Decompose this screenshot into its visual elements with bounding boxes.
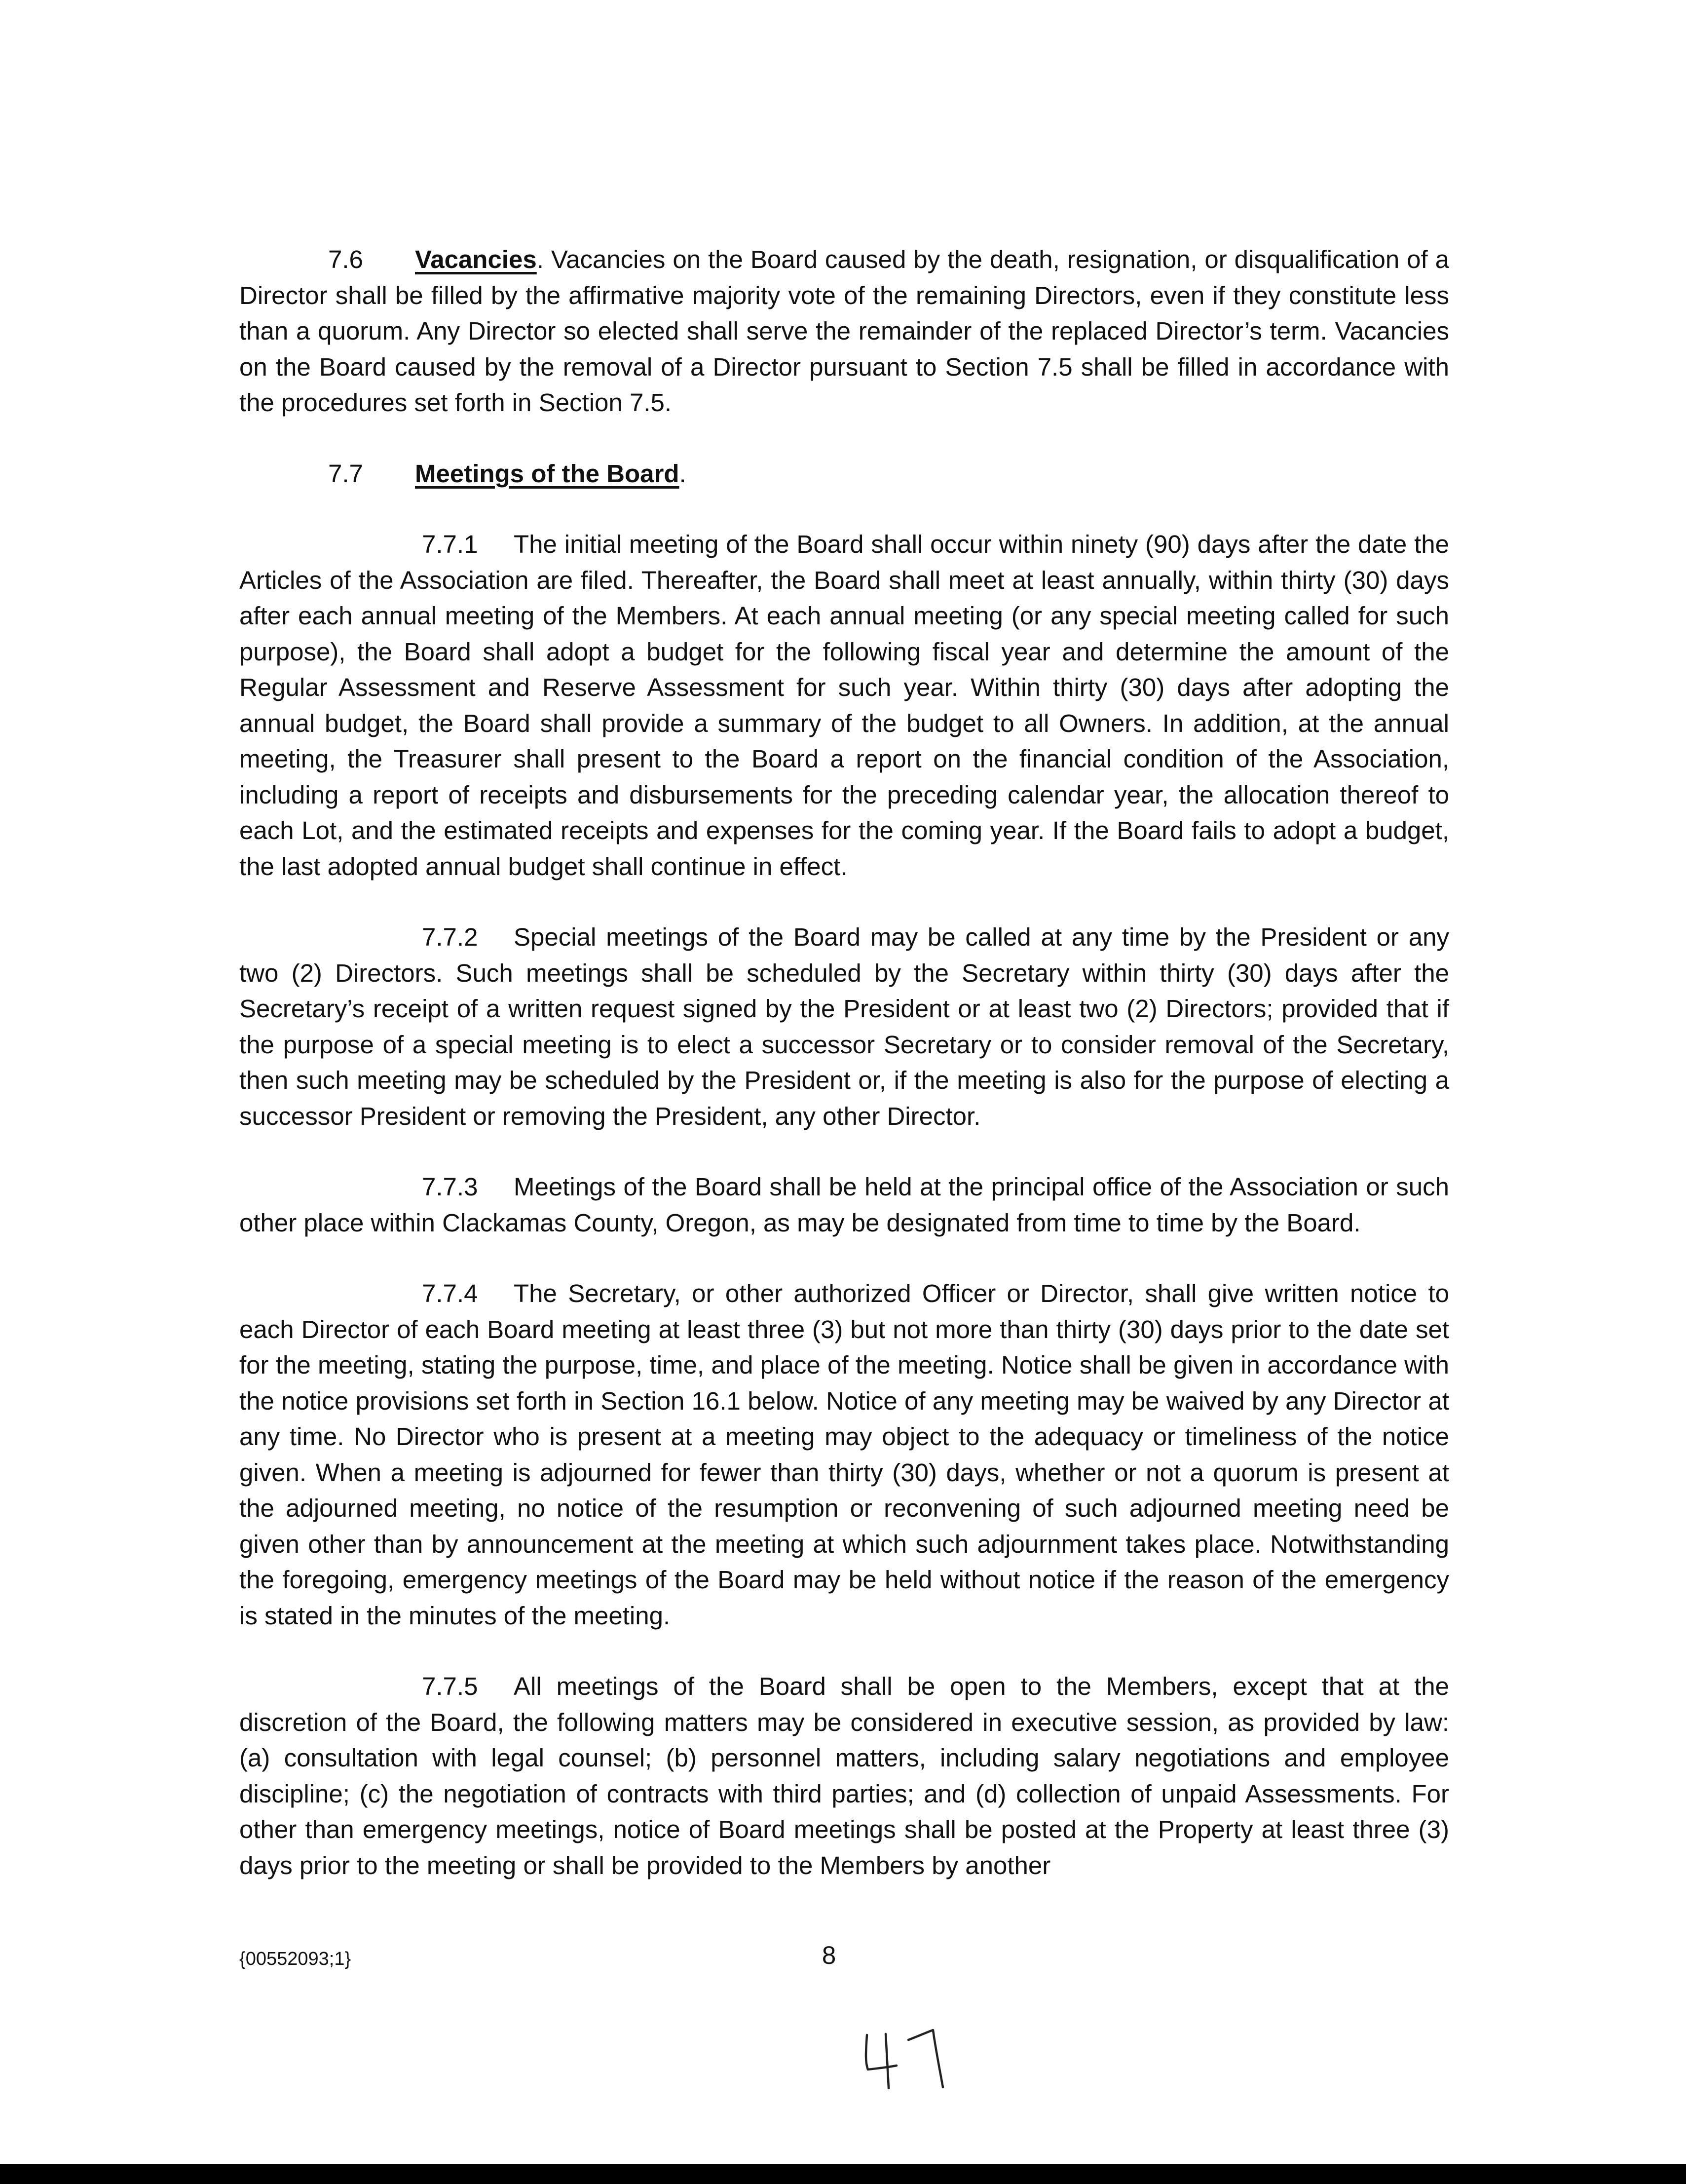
footer-document-id: {00552093;1} — [239, 1949, 351, 1969]
section-text: Vacancies on the Board caused by the death, resignation, or disqualification of a Director shall be filled by the affirmative majority vote of the remaining Directors, even if they constitute less than a quorum. Any Director so elected shall serve the remainder of the replaced Director’s term. Vacancies on the Board caused by the removal of a Director pursuant to Section 7.5 shall be filled in accordance with the procedures set forth in Section 7.5. — [239, 245, 1449, 417]
subsection-number: 7.7.3 — [422, 1173, 478, 1201]
subsection-number: 7.7.5 — [422, 1672, 478, 1700]
subsection-text: The initial meeting of the Board shall occur within ninety (90) days after the date the Articles of the Association are filed. Thereafter, the Board shall meet at least annually, within thirty (30) days after each annual meeting of the Members. At each annual meeting (or any special meeting called for such purpose), the Board shall adopt a budget for the following fiscal year and determine the amount of the Regular Assessment and Reserve Assessment for such year. Within thirty (30) days after adopting the annual budget, the Board shall provide a summary of the budget to all Owners. In addition, at the annual meeting, the Treasurer shall present to the Board a report on the financial condition of the Association, including a report of receipts and disbursements for the preceding calendar year, the allocation thereof to each Lot, and the estimated receipts and expenses for the coming year. If the Board fails to adopt a budget, the last adopted annual budget shall continue in effect. — [239, 530, 1449, 881]
section-7-7-4 — [239, 1276, 1449, 1634]
section-heading: Meetings of the Board — [415, 459, 679, 488]
section-7-7-5 — [239, 1669, 1449, 1883]
section-7-6 — [239, 242, 1449, 421]
section-7-7-1 — [239, 527, 1449, 884]
subsection-number: 7.7.1 — [422, 530, 478, 558]
scan-bottom-border — [0, 2164, 1686, 2184]
heading-punctuation: . — [679, 459, 686, 488]
section-number: 7.6 — [328, 245, 363, 273]
subsection-text: All meetings of the Board shall be open to the Members, except that at the discretion of the Board, the following matters may be considered in executive session, as provided by law: (a) consultation with legal counsel; (b) personnel matters, including salary negotiations and employee discipline; (c) the negotiation of contracts with third parties; and (d) collection of unpaid Assessments. For other than emergency meetings, notice of Board meetings shall be posted at the Property at least three (3) days prior to the meeting or shall be provided to the Members by another — [239, 1672, 1449, 1879]
section-number: 7.7 — [328, 459, 363, 488]
footer-page-number: 8 — [822, 1941, 836, 1969]
section-heading: Vacancies — [415, 245, 537, 273]
section-7-7 — [239, 456, 1449, 492]
subsection-text: The Secretary, or other authorized Officer or Director, shall give written notice to each Director of each Board meeting at least three (3) but not more than thirty (30) days prior to the date set for the meeting, stating the purpose, time, and place of the meeting. Notice shall be given in accordance with the notice provisions set forth in Section 16.1 below. Notice of any meeting may be waived by any Director at any time. No Director who is present at a meeting may object to the adequacy or timeliness of the notice given. When a meeting is adjourned for fewer than thirty (30) days, whether or not a quorum is present at the adjourned meeting, no notice of the resumption or reconvening of such adjourned meeting need be given other than by announcement at the meeting at which such adjournment takes place. Notwithstanding the foregoing, emergency meetings of the Board may be held without notice if the reason of the emergency is stated in the minutes of the meeting. — [239, 1279, 1449, 1630]
section-7-7-2 — [239, 920, 1449, 1134]
document-body — [239, 242, 1449, 1918]
section-7-7-3 — [239, 1169, 1449, 1241]
subsection-number: 7.7.4 — [422, 1279, 478, 1307]
subsection-number: 7.7.2 — [422, 923, 478, 951]
subsection-text: Meetings of the Board shall be held at the principal office of the Association or such other place within Clackamas County, Oregon, as may be designated from time to time by the Board. — [239, 1173, 1449, 1237]
subsection-text: Special meetings of the Board may be called at any time by the President or any two (2) Directors. Such meetings shall be scheduled by the Secretary within thirty (30) days after the Secretary’s receipt of a written request signed by the President or at least two (2) Directors; provided that if the purpose of a special meeting is to elect a successor Secretary or to consider removal of the Secretary, then such meeting may be scheduled by the President or, if the meeting is also for the purpose of electing a successor President or removing the President, any other Director. — [239, 923, 1449, 1130]
heading-punctuation: . — [536, 245, 544, 273]
handwritten-page-mark — [861, 2026, 950, 2090]
